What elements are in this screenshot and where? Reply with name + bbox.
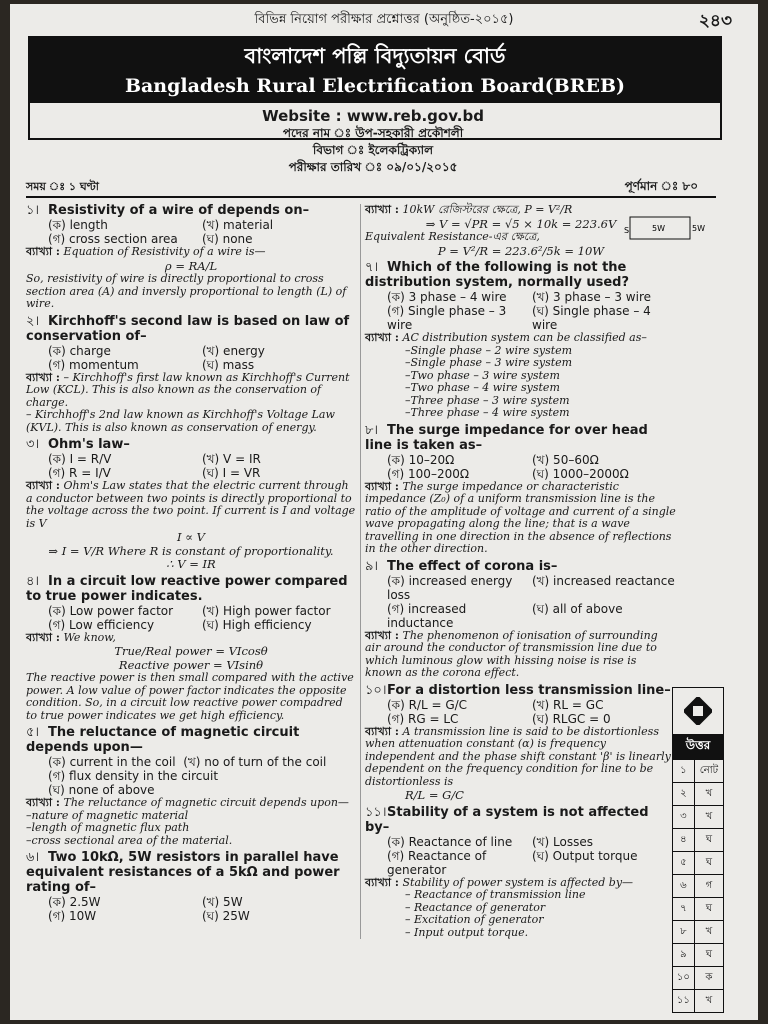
answer-value: খ bbox=[694, 783, 723, 806]
answer-row bbox=[673, 829, 724, 852]
options-5: (ক) current in the coil (খ) no of turn of the coil (গ) flux density in the circuit (ঘ) none of above bbox=[48, 755, 327, 797]
answer-row bbox=[673, 898, 724, 921]
answer-value: নোট bbox=[694, 760, 723, 783]
running-head: বিভিন্ন নিয়োগ পরীক্ষার প্রশ্নোত্তর (অনুষ্ঠিত-২০১৫) bbox=[254, 12, 514, 27]
right-column bbox=[360, 204, 677, 939]
page-number: ২৪৩ bbox=[698, 11, 732, 31]
answer-number: ১ bbox=[673, 760, 695, 783]
question-11: ১১।Stability of a system is not affected by– bbox=[365, 804, 649, 835]
question-5: ৫। The reluctance of magnetic circuit depends upon— bbox=[26, 725, 300, 755]
org-name-en: Bangladesh Rural Electrification Board(BREB) bbox=[124, 75, 626, 97]
answer-number: ৩ bbox=[673, 806, 695, 829]
divider bbox=[26, 196, 716, 198]
full-marks: পূর্ণমান ঃ ৮০ bbox=[624, 179, 698, 193]
left-column bbox=[26, 200, 356, 923]
options-4: (ক) Low power factor (খ) High power factor (গ) Low efficiency (ঘ) High efficiency bbox=[48, 603, 331, 632]
answer-value: খ bbox=[694, 806, 723, 829]
question-7: ৭। Which of the following is not the distribution system, normally used? bbox=[365, 260, 629, 290]
answer-number: ১১ bbox=[673, 990, 695, 1013]
answer-row bbox=[673, 921, 724, 944]
parallel-resistor-diagram bbox=[622, 209, 712, 245]
answer-logo-icon bbox=[672, 687, 724, 735]
answer-row bbox=[673, 875, 724, 898]
question-10: ১০।For a distortion less transmission line– bbox=[365, 682, 671, 698]
answer-value: ঘ bbox=[694, 852, 723, 875]
answer-value: গ bbox=[694, 875, 723, 898]
answer-number: ২ bbox=[673, 783, 695, 806]
options-1: (ক) length (খ) material (গ) cross section area (ঘ) none bbox=[48, 218, 274, 246]
options-10: (ক) R/L = G/C (খ) RL = GC (গ) RG = LC (ঘ) RLGC = 0 bbox=[387, 697, 611, 726]
answer-number: ৯ bbox=[673, 944, 695, 967]
answer-number: ৫ bbox=[673, 852, 695, 875]
answer-row bbox=[673, 760, 724, 783]
answer-value: ঘ bbox=[694, 829, 723, 852]
answer-row bbox=[673, 944, 724, 967]
exam-info bbox=[28, 108, 718, 176]
book-page bbox=[10, 4, 758, 1020]
answer-number: ৬ bbox=[673, 875, 695, 898]
org-name-bn: বাংলাদেশ পল্লি বিদ্যুতায়ন বোর্ড bbox=[244, 44, 506, 68]
explanation-4: ব্যাখ্যা : We know, True/Real power = VIcosθ Reactive power = VIsinθ The reactive power is then small compared with the active power. A low value of power factor indicates the opposite condition. So, in a circuit low reactive power compadred to true power indicates we get high efficiency. bbox=[26, 630, 354, 722]
answer-value: ক bbox=[694, 967, 723, 990]
answer-key bbox=[672, 687, 724, 1013]
answer-number: ১০ bbox=[673, 967, 695, 990]
answer-value: ঘ bbox=[694, 898, 723, 921]
explanation-8: ব্যাখ্যা : The surge impedance or characteristic impedance (Z₀) of a uniform transmission line is the ratio of the amplitude of voltage and current of a single wave propagating along the line; that is a wave travelling in one direction in the absence of reflections in the other direction. bbox=[365, 479, 676, 555]
answer-value: ঘ bbox=[694, 944, 723, 967]
circuit-label-r2: 5W bbox=[692, 224, 705, 233]
options-9: (ক) increased energy loss (খ) increased reactance (গ) increased inductance (ঘ) all of above bbox=[387, 573, 675, 630]
question-9: ৯। The effect of corona is– bbox=[365, 558, 558, 574]
question-3: ৩। Ohm's law– bbox=[26, 437, 130, 452]
website: Website : www.reb.gov.bd bbox=[262, 107, 484, 125]
explanation-7: ব্যাখ্যা : AC distribution system can be classified as– –Single phase – 2 wire system –Single phase – 3 wire system –Two phase – 3 wire system –Two phase – 4 wire system –Three phase – 3 wire system –Three phase – 4 wire system bbox=[365, 331, 647, 419]
explanation-10: ব্যাখ্যা : A transmission line is said to be distortionless when attenuation constant (α) is frequency independent and the phase shift constant 'β' is linearly dependent on the frequency condition for line to be distortionless is R/L = G/C bbox=[365, 724, 671, 802]
question-2: ২। Kirchhoff's second law is based on law of conservation of– bbox=[26, 313, 350, 344]
post-name: পদের নাম ঃ উপ-সহকারী প্রকৌশলী bbox=[282, 126, 464, 140]
answer-number: ৪ bbox=[673, 829, 695, 852]
explanation-3: ব্যাখ্যা : Ohm's Law states that the electric current through a conductor between two points is directly proportional to the voltage across the two point. If current is I and voltage is V I ∝ V ⇒ I = V/R Where R is constant of proportionality. ∴ V = IR bbox=[26, 479, 356, 571]
answer-key-title: উত্তর bbox=[672, 735, 724, 759]
options-2: (ক) charge (খ) energy (গ) momentum (ঘ) mass bbox=[48, 343, 265, 372]
question-6: ৬। Two 10kΩ, 5W resistors in parallel have equivalent resistances of a 5kΩ and power rating of– bbox=[26, 850, 340, 895]
answer-number: ৭ bbox=[673, 898, 695, 921]
question-4: ৪। In a circuit low reactive power compared to true power indicates. bbox=[26, 573, 348, 604]
answer-row bbox=[673, 852, 724, 875]
exam-date: পরীক্ষার তারিখ ঃ ০৯/০১/২০১৫ bbox=[288, 160, 458, 174]
explanation-1: ব্যাখ্যা : Equation of Resistivity of a wire is— ρ = RA/L So, resistivity of wire is directly proportional to cross section area (A) and inversly proportional to length (L) of wire. bbox=[26, 245, 347, 310]
options-7: (ক) 3 phase – 4 wire (খ) 3 phase – 3 wire (গ) Single phase – 3 wire (ঘ) Single phase – 4 wire bbox=[387, 290, 651, 332]
answer-row bbox=[673, 806, 724, 829]
answer-value: খ bbox=[694, 921, 723, 944]
question-1: ১। Resistivity of a wire of depends on– bbox=[26, 203, 310, 218]
options-11: (ক) Reactance of line (খ) Losses (গ) Reactance of generator (ঘ) Output torque bbox=[387, 834, 638, 877]
circuit-label-s: S bbox=[624, 226, 630, 235]
options-8: (ক) 10–20Ω (খ) 50–60Ω (গ) 100–200Ω (ঘ) 1000–2000Ω bbox=[387, 452, 629, 481]
exam-time: সময় ঃ ১ ঘণ্টা bbox=[26, 180, 99, 193]
explanation-9: ব্যাখ্যা : The phenomenon of ionisation of surrounding air around the conductor of transmission line due to which luminous glow with hissing noise is rise is known as the corona effect. bbox=[365, 628, 658, 679]
answer-row bbox=[673, 783, 724, 806]
department: বিভাগ ঃ ইলেকট্রিক্যাল bbox=[312, 143, 434, 157]
explanation-6: ব্যাখ্যা : 10kW রেজিস্টরের ক্ষেত্রে, P = V²/R ⇒ V = √PR = √5 × 10k = 223.6V Equivalent Resistance-এর ক্ষেত্রে, P = V²/R = 223.6²/5k = 10W bbox=[365, 203, 617, 258]
answer-value: খ bbox=[694, 990, 723, 1013]
explanation-5: ব্যাখ্যা : The reluctance of magnetic circuit depends upon— –nature of magnetic material –length of magnetic flux path –cross sectional area of the material. bbox=[26, 796, 349, 847]
answer-row bbox=[673, 967, 724, 990]
explanation-11: ব্যাখ্যা : Stability of power system is affected by— – Reactance of transmission line – Reactance of generator – Excitation of generator – Input output torque. bbox=[365, 875, 634, 939]
answer-table bbox=[672, 759, 724, 1013]
question-8: ৮। The surge impedance for over head line is taken as– bbox=[365, 422, 648, 453]
options-6: (ক) 2.5W (খ) 5W (গ) 10W (ঘ) 25W bbox=[48, 895, 250, 923]
answer-row bbox=[673, 990, 724, 1013]
org-banner bbox=[30, 38, 720, 103]
answer-number: ৮ bbox=[673, 921, 695, 944]
explanation-2: ব্যাখ্যা : – Kirchhoff's first law known as Kirchhoff's Current Low (KCL). This is also known as the conservation of charge. – Kirchhoff's 2nd law known as Kirchhoff's Voltage Law (KVL). This is also known as conservation of energy. bbox=[26, 370, 350, 434]
options-3: (ক) I = R/V (খ) V = IR (গ) R = I/V (ঘ) I = VR bbox=[48, 452, 261, 480]
circuit-label-r1: 5W bbox=[652, 224, 665, 233]
